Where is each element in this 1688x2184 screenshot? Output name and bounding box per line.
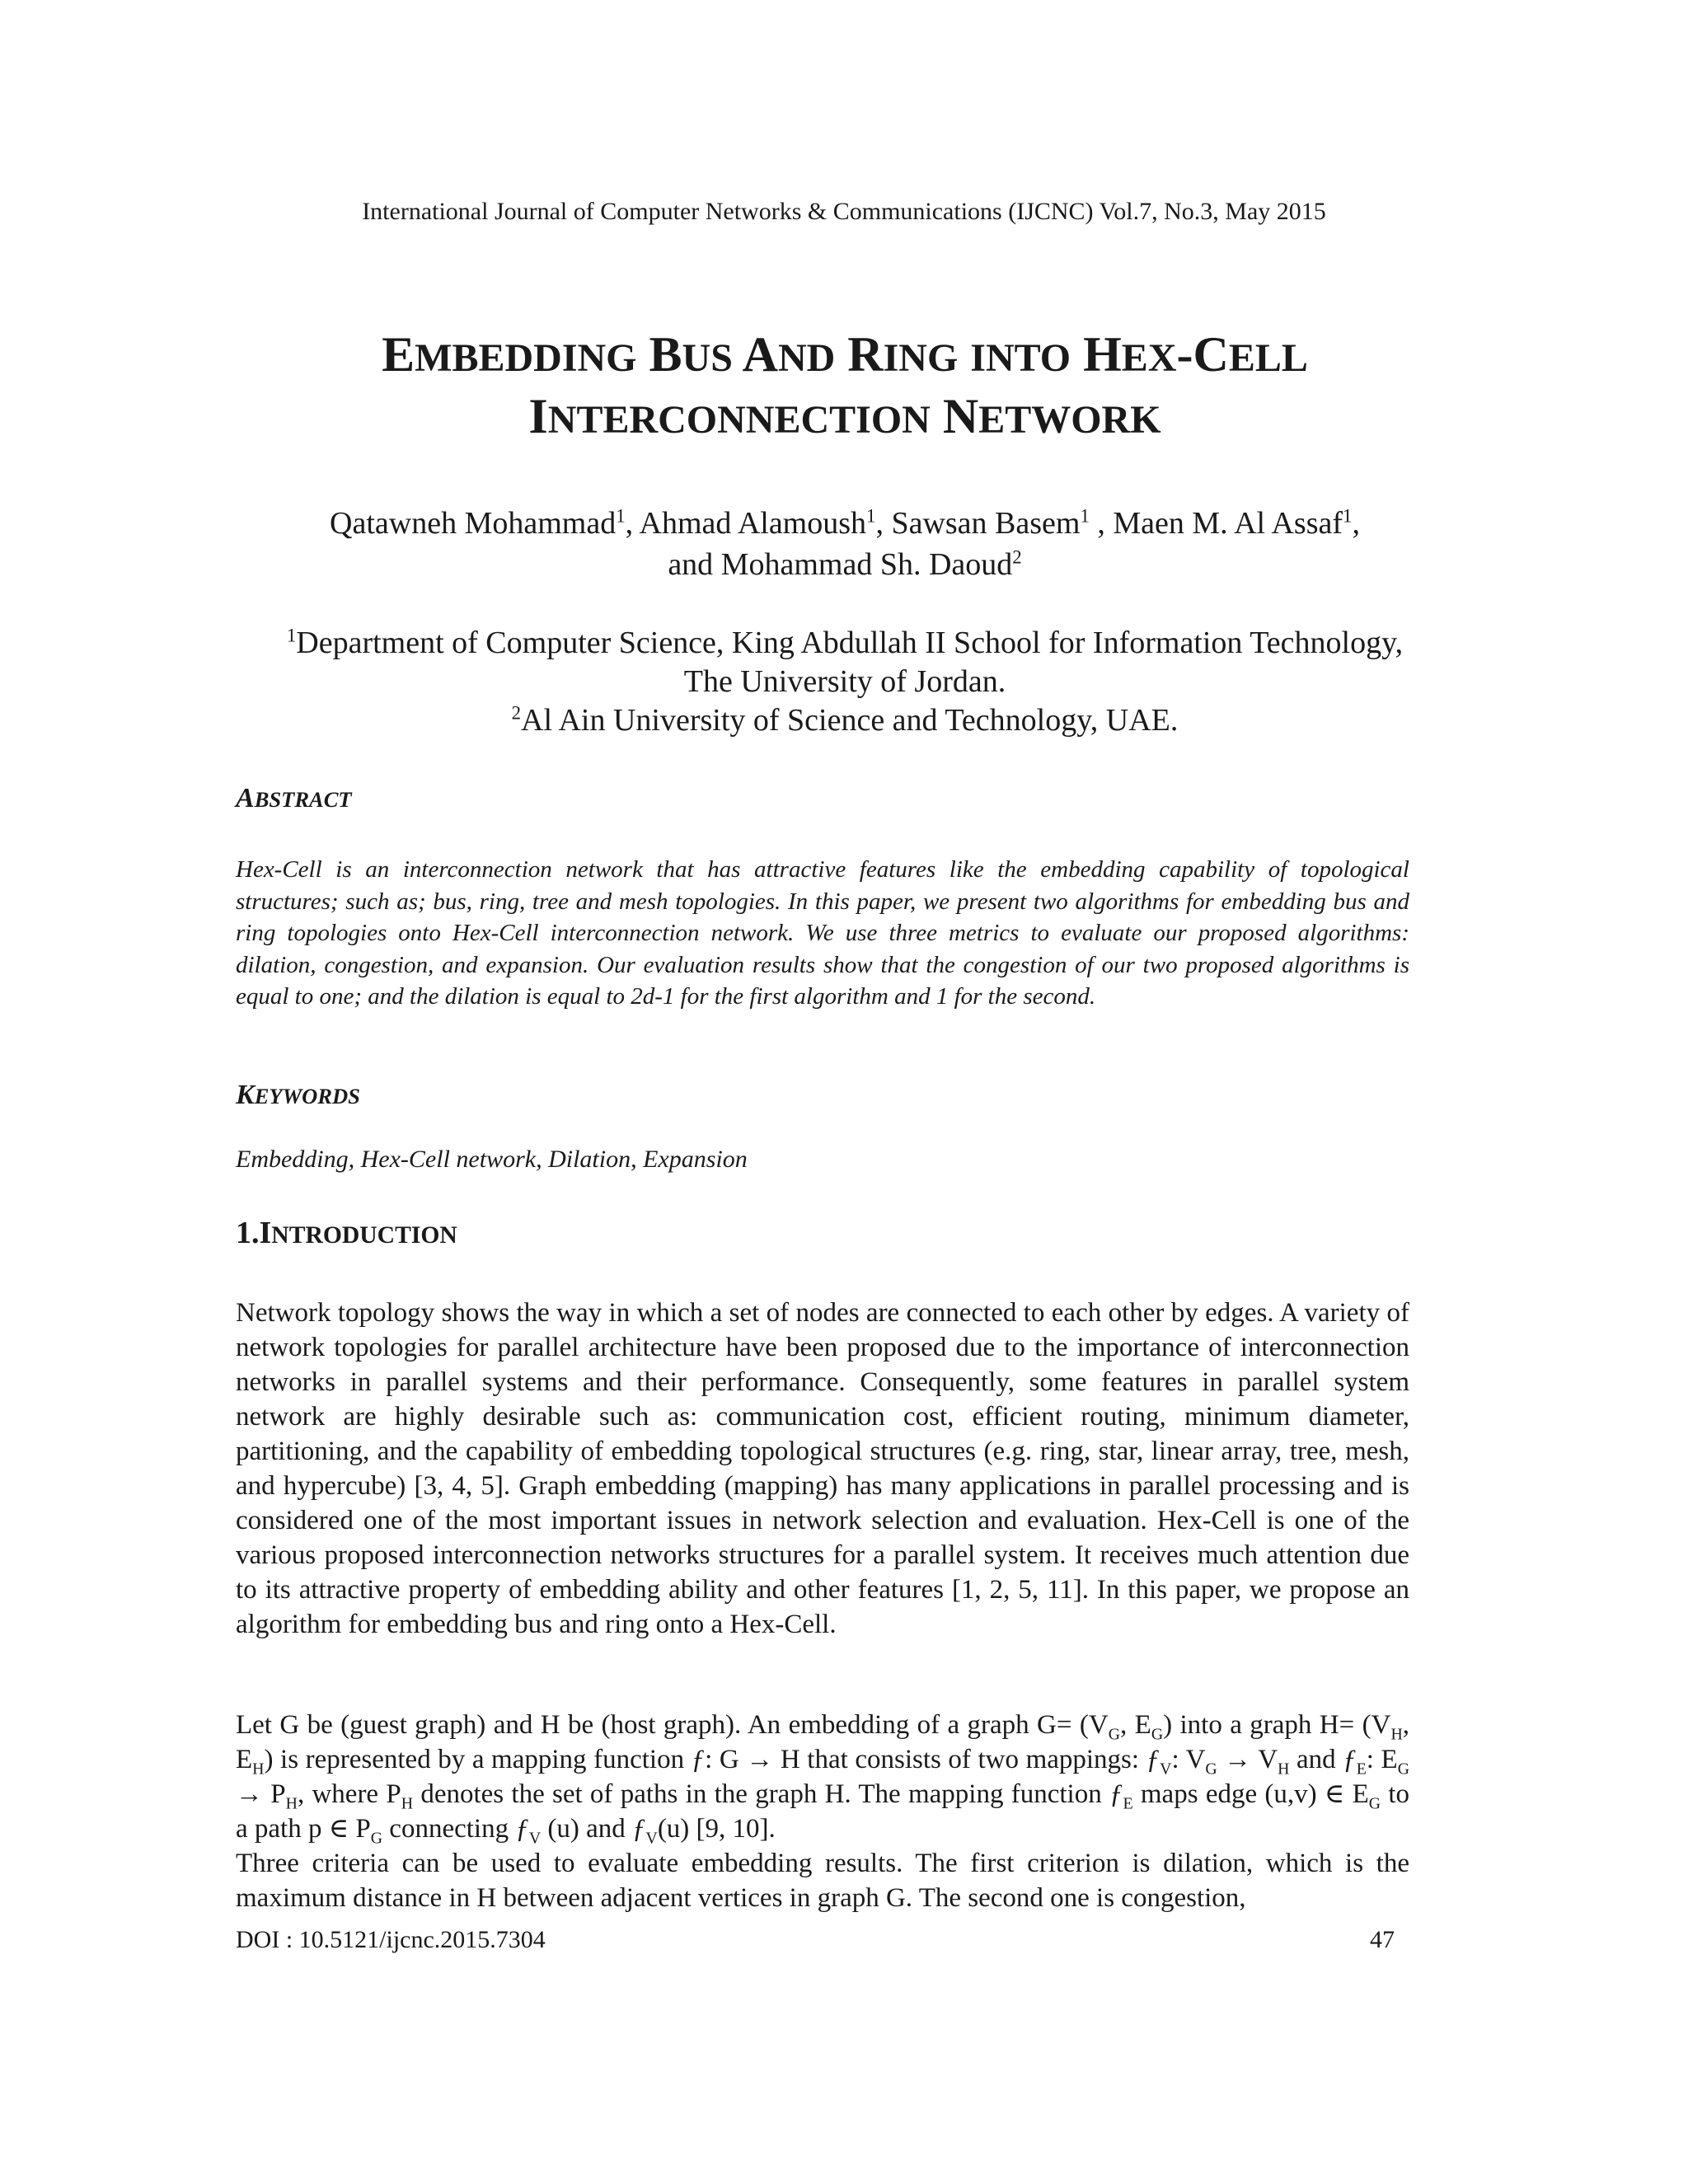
author-name: Maen M. Al Assaf	[1113, 506, 1343, 541]
page-number: 47	[1370, 1926, 1395, 1953]
running-header: International Journal of Computer Networks & Communications (IJCNC) Vol.7, No.3, May 2015	[362, 198, 1326, 225]
introduction-paragraph-2: Let G be (guest graph) and H be (host graph). An embedding of a graph $G= (V_G$, $E_G$) into a graph $H= (V_H$, $E_H$) is represented by a mapping function ƒ: G → H that consists of two mappings: $ƒ_V$: $V_G \to V_H$ and $ƒ_E$: $E_G \to P_H$, where $P_H$ denotes the set of paths in the graph H. The mapping function $ƒ_E$ maps edge (u,v) ∈ $E_G$ to a path p ∈ $P_G$ connecting $ƒ_V$ (u) and $ƒ_V(u)$ [9, 10]. Three criteria can be used to evaluate embedding results. The first criterion is dilation, which is the maximum distance in H between adjacent vertices in graph G. The second one is congestion,	[236, 1708, 1409, 1915]
footer-doi: DOI : 10.5121/ijcnc.2015.7304	[236, 1926, 546, 1953]
paper-title	[206, 326, 1484, 449]
affiliation-1-line-1: Department of Computer Science, King Abdullah II School for Information Technology,	[296, 626, 1404, 660]
affiliation-1-line-2: The University of Jordan.	[683, 664, 1006, 699]
keywords-text: Embedding, Hex-Cell network, Dilation, Expansion	[236, 1146, 748, 1173]
affiliations: $^1$Department of Computer Science, King Abdullah II School for Information Technology, The University of Jordan. $^2$Al Ain University of Science and Technology, UAE.	[206, 624, 1484, 740]
introduction-paragraph-3: Three criteria can be used to evaluate embedding results. The first criterion is dilation, which is the maximum distance in H between adjacent vertices in graph G. The second one is congestion,	[236, 1849, 1409, 1913]
introduction-heading: 1.INTRODUCTION	[236, 1216, 457, 1250]
abstract-text: Hex-Cell is an interconnection network that has attractive features like the embedding capability of topological structures; such as; bus, ring, tree and mesh topologies. In this paper, we present two algorithms for embedding bus and ring topologies onto Hex-Cell interconnection network. We use three metrics to evaluate our proposed algorithms: dilation, congestion, and expansion. Our evaluation results show that the congestion of our two proposed algorithms is equal to one; and the dilation is equal to 2d-1 for the first algorithm and 1 for the second.	[236, 856, 1409, 1010]
title-line-2: INTERCONNECTION NETWORK	[528, 389, 1161, 443]
affiliation-2: Al Ain University of Science and Technology, UAE.	[521, 703, 1179, 738]
title-line-1: EMBEDDING BUS AND RING INTO HEX-CELL	[382, 327, 1308, 382]
author-name: Sawsan Basem	[891, 506, 1081, 541]
author-name: Qatawneh Mohammad	[330, 506, 617, 541]
keywords-heading: KEYWORDS	[236, 1080, 360, 1110]
abstract-heading: ABSTRACT	[236, 783, 352, 813]
author-name: Mohammad Sh. Daoud	[720, 547, 1013, 582]
author-list: Qatawneh Mohammad$^1$, Ahmad Alamoush$^1$, Sawsan Basem$^1$ , Maen M. Al Assaf$^1$, and Mohammad Sh. Daoud$^2$	[330, 505, 1360, 582]
introduction-paragraph-1: Network topology shows the way in which a set of nodes are connected to each other by edges. A variety of network topologies for parallel architecture have been proposed due to the importance of interconnection networks in parallel systems and their performance. Consequently, some features in parallel system network are highly desirable such as: communication cost, efficient routing, minimum diameter, partitioning, and the capability of embedding topological structures (e.g. ring, star, linear array, tree, mesh, and hypercube) [3, 4, 5]. Graph embedding (mapping) has many applications in parallel processing and is considered one of the most important issues in network selection and evaluation. Hex-Cell is one of the various proposed interconnection networks structures for a parallel system. It receives much attention due to its attractive property of embedding ability and other features [1, 2, 5, 11]. In this paper, we propose an algorithm for embedding bus and ring onto a Hex-Cell.	[236, 1298, 1409, 1639]
author-name: Ahmad Alamoush	[639, 506, 867, 541]
